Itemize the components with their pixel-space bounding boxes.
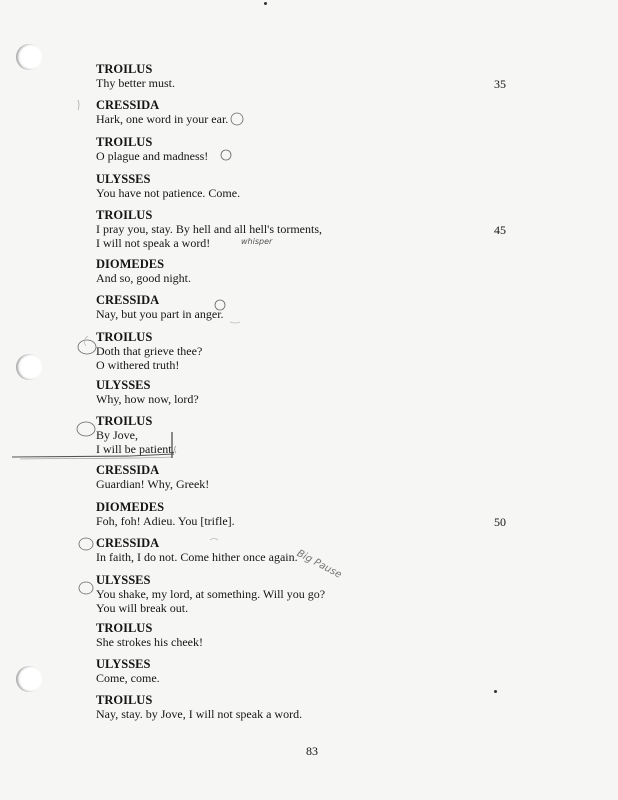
dialogue-line: In faith, I do not. Come hither once again. <box>96 550 298 564</box>
dialogue-line: Doth that grieve thee? <box>96 344 203 358</box>
dialogue-line: Guardian! Why, Greek! <box>96 477 210 491</box>
dialogue-line: I will not speak a word! <box>96 236 211 250</box>
speaker-name: TROILUS <box>96 62 153 76</box>
speaker-name: TROILUS <box>96 330 153 344</box>
cue-circle <box>79 538 93 550</box>
dialogue-line: O withered truth! <box>96 358 180 372</box>
speaker-name: TROILUS <box>96 693 153 707</box>
dialogue-line: Foh, foh! Adieu. You [trifle]. <box>96 514 235 528</box>
speaker-name: CRESSIDA <box>96 293 160 307</box>
speaker-name: ULYSSES <box>96 378 151 392</box>
dialogue-line: Why, how now, lord? <box>96 392 199 406</box>
dialogue-line: You have not patience. Come. <box>96 186 241 200</box>
line-number: 35 <box>494 77 506 91</box>
speaker-name: TROILUS <box>96 135 153 149</box>
cue-circle <box>79 582 93 594</box>
speck <box>264 2 267 5</box>
speaker-name: ULYSSES <box>96 573 151 587</box>
dialogue-line: I will be patient. <box>96 442 175 456</box>
dialogue-line: You will break out. <box>96 601 189 615</box>
speaker-name: CRESSIDA <box>96 98 160 112</box>
dialogue-line: Thy better must. <box>96 76 175 90</box>
dialogue-line: Nay, stay. by Jove, I will not speak a word. <box>96 707 303 721</box>
dialogue-line: She strokes his cheek! <box>96 635 203 649</box>
cue-circle <box>78 340 96 354</box>
cue-circle <box>221 150 231 160</box>
speaker-name: TROILUS <box>96 208 153 222</box>
speaker-name: DIOMEDES <box>96 257 165 271</box>
speaker-name: CRESSIDA <box>96 536 160 550</box>
line-number: 50 <box>494 515 506 529</box>
cue-circle <box>77 422 95 436</box>
cue-circle <box>231 113 243 125</box>
cue-line <box>12 454 174 457</box>
handwritten-note-big-pause: Big Pause <box>294 548 344 581</box>
speaker-name: CRESSIDA <box>96 463 160 477</box>
faint-mark <box>78 100 79 110</box>
dialogue-line: Nay, but you part in anger. <box>96 307 224 321</box>
speaker-name: ULYSSES <box>96 657 151 671</box>
faint-mark <box>230 322 240 323</box>
dialogue-line: Come, come. <box>96 671 160 685</box>
cue-line <box>20 457 172 459</box>
dialogue-line: By Jove, <box>96 428 138 442</box>
dialogue-line: O plague and madness! <box>96 149 209 163</box>
dialogue-line: I pray you, stay. By hell and all hell's torments, <box>96 222 323 236</box>
dialogue-line: And so, good night. <box>96 271 192 285</box>
faint-mark <box>210 539 218 541</box>
page-number: 83 <box>306 744 318 758</box>
cue-circle <box>215 300 225 310</box>
dialogue-line: Hark, one word in your ear. <box>96 112 229 126</box>
faint-mark <box>84 336 88 346</box>
speaker-name: DIOMEDES <box>96 500 165 514</box>
speck <box>494 690 497 693</box>
line-number: 45 <box>494 223 506 237</box>
speaker-name: TROILUS <box>96 621 153 635</box>
handwritten-note-whisper: whisper <box>241 237 273 246</box>
dialogue-line: You shake, my lord, at something. Will you go? <box>96 587 326 601</box>
speaker-name: ULYSSES <box>96 172 151 186</box>
faint-mark <box>175 446 177 453</box>
speaker-name: TROILUS <box>96 414 153 428</box>
